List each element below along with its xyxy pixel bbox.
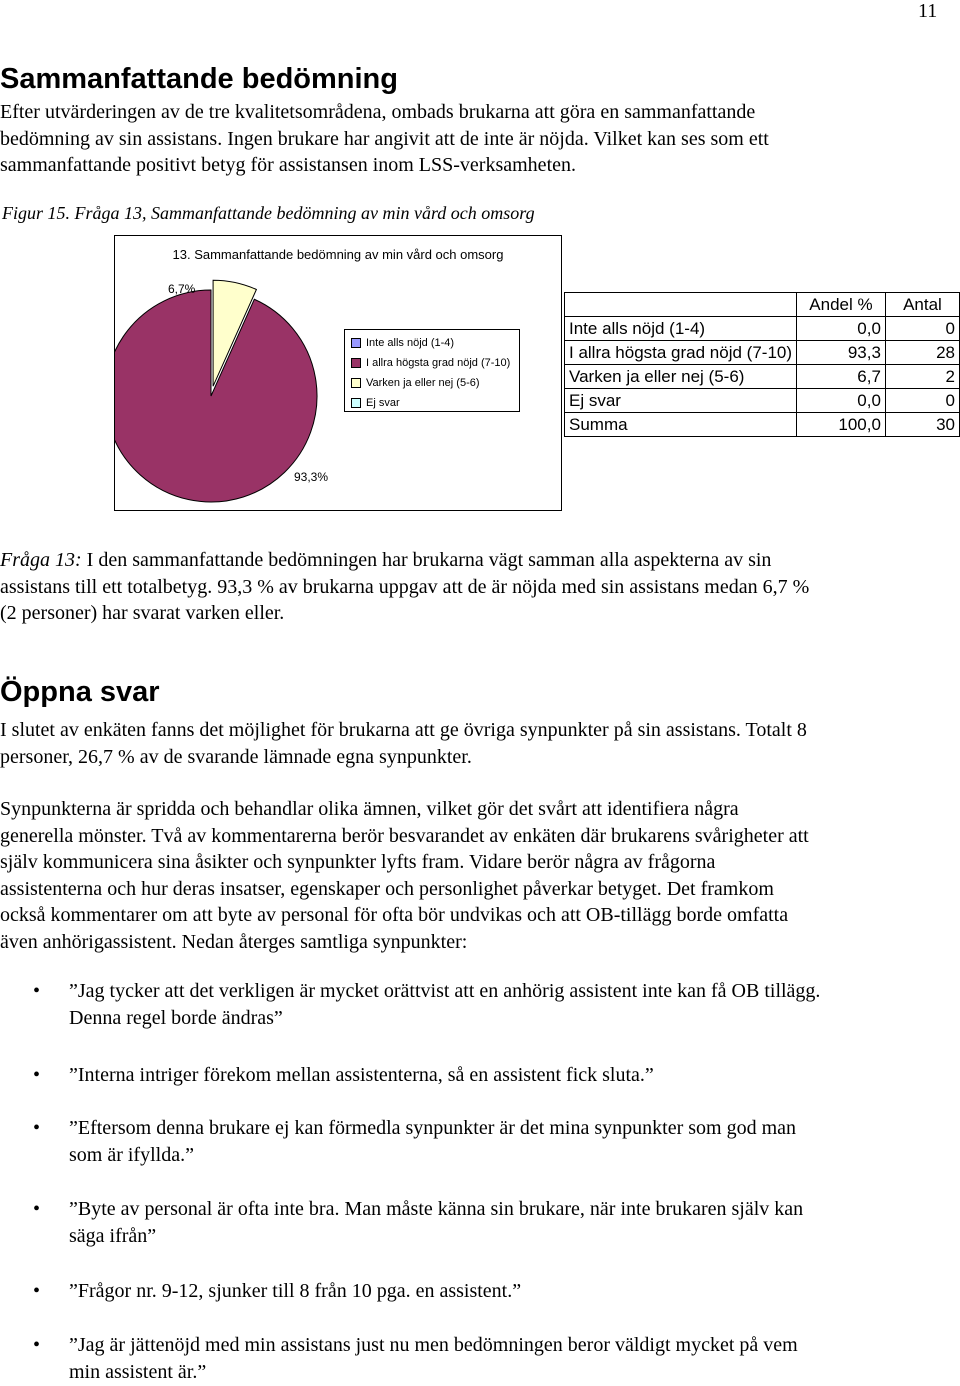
bullet-icon: • (33, 1064, 41, 1086)
bullet-icon: • (33, 1280, 41, 1302)
pie-chart (114, 235, 562, 511)
table-cell: Inte alls nöjd (1-4) (565, 317, 797, 341)
synpunkter-line: själv kommunicera sina åsikter och synpunkter lyfts fram. Vidare berör några av frågorna (0, 851, 716, 873)
figure-caption: Figur 15. Fråga 13, Sammanfattande bedömning av min vård och omsorg (2, 203, 535, 223)
pie-data-label-small: 6,7% (168, 282, 196, 296)
table-row (565, 365, 960, 389)
open-intro-paragraph (0, 717, 958, 770)
table-cell: 0 (885, 317, 959, 341)
legend-label: I allra högsta grad nöjd (7-10) (366, 357, 511, 369)
legend-swatch (351, 378, 361, 388)
table-header: Antal (885, 293, 959, 317)
table-cell: 28 (885, 341, 959, 365)
intro-line: Efter utvärderingen av de tre kvalitetsområdena, ombads brukarna att göra en sammanfattande (0, 101, 756, 123)
legend-swatch (351, 398, 361, 408)
quote-line: ”Interna intriger förekom mellan assistenterna, så en assistent fick sluta.” (69, 1064, 654, 1086)
quote-line: som är ifyllda.” (69, 1144, 194, 1166)
list-item-text (69, 1278, 949, 1305)
legend-swatch (351, 338, 361, 348)
page-number: 11 (918, 0, 938, 22)
table-header-row (565, 293, 960, 317)
quote-line: Denna regel borde ändras” (69, 1007, 283, 1029)
synpunkter-line: också kommentarer om att byte av personal för ofta bör undvikas och att OB-tillägg borde omfatta (0, 904, 789, 926)
intro-line: sammanfattande positivt betyg för assistansen inom LSS-verksamheten. (0, 154, 576, 176)
table-row (565, 389, 960, 413)
table-cell: I allra högsta grad nöjd (7-10) (565, 341, 797, 365)
legend-label: Varken ja eller nej (5-6) (366, 377, 480, 389)
open-intro-line: personer, 26,7 % av de svarande lämnade egna synpunkter. (0, 745, 472, 768)
bullet-icon: • (33, 1117, 41, 1139)
synpunkter-paragraph (0, 796, 958, 955)
legend-item (351, 336, 454, 350)
quote-line: ”Eftersom denna brukare ej kan förmedla synpunkter är det mina synpunkter som god man (69, 1117, 797, 1139)
chart-title: 13. Sammanfattande bedömning av min vård och omsorg (172, 247, 504, 262)
fraga13-line: assistans till ett totalbetyg. 93,3 % av brukarna uppgav att de är nöjda med sin assistans medan 6,7 % (0, 575, 810, 598)
pie-data-label-large: 93,3% (294, 470, 329, 484)
heading-oppna-svar: Öppna svar (0, 676, 160, 708)
table-row (565, 413, 960, 437)
list-item-text (69, 1196, 949, 1250)
quote-line: ”Byte av personal är ofta inte bra. Man måste känna sin brukare, när inte brukaren själv kan (69, 1198, 804, 1220)
bullet-icon: • (33, 1334, 41, 1356)
table-cell: 6,7 (797, 365, 886, 389)
fraga13-line: (2 personer) har svarat varken eller. (0, 602, 285, 624)
table-cell: 0,0 (797, 389, 886, 413)
legend-item (351, 376, 480, 390)
synpunkter-line: Synpunkterna är spridda och behandlar olika ämnen, vilket gör det svårt att identifiera några (0, 798, 739, 820)
bullet-icon: • (33, 980, 41, 1002)
quote-line: ”Jag är jättenöjd med min assistans just nu men bedömningen beror väldigt mycket på vem (69, 1334, 798, 1356)
legend-swatch (351, 358, 361, 368)
table-cell: Varken ja eller nej (5-6) (565, 365, 797, 389)
heading-sammanfattande: Sammanfattande bedömning (0, 63, 398, 95)
open-intro-line: I slutet av enkäten fanns det möjlighet för brukarna att ge övriga synpunkter på sin assistans. Totalt 8 (0, 719, 807, 741)
table-cell: 0 (885, 389, 959, 413)
table-cell: 30 (885, 413, 959, 437)
legend-item (351, 396, 400, 410)
table-header: Andel % (797, 293, 886, 317)
table-cell: 93,3 (797, 341, 886, 365)
synpunkter-line: generella mönster. Två av kommentarerna berör besvarandet av enkäten där brukarens svårigheter att (0, 824, 809, 847)
list-item-text (69, 1332, 949, 1386)
list-item-text (69, 1062, 949, 1089)
list-item-text (69, 1115, 949, 1169)
table-cell: 2 (885, 365, 959, 389)
fraga13-label: Fråga 13: (0, 549, 82, 571)
fraga13-text: I den sammanfattande bedömningen har brukarna vägt samman alla aspekterna av sin (81, 549, 772, 571)
intro-line: bedömning av sin assistans. Ingen brukare har angivit att de inte är nöjda. Vilket kan ses som ett (0, 127, 769, 150)
intro-paragraph (0, 99, 958, 179)
fraga13-line (0, 547, 958, 574)
quote-line: ”Jag tycker att det verkligen är mycket orättvist att en anhörig assistent inte kan få OB tillägg. (69, 980, 821, 1002)
table-cell: 0,0 (797, 317, 886, 341)
chart-legend (344, 329, 520, 412)
results-table (564, 292, 960, 437)
synpunkter-line: även anhörigassistent. Nedan återges samtliga synpunkter: (0, 930, 468, 953)
list-item-text (69, 978, 949, 1032)
synpunkter-line: assistenterna och hur deras insatser, egenskaper och personlighet påverkar betyget. Det framkom (0, 877, 774, 900)
legend-label: Inte alls nöjd (1-4) (366, 337, 455, 349)
quote-line: säga ifrån” (69, 1225, 157, 1247)
quote-line: min assistent är.” (69, 1361, 207, 1383)
table-row (565, 317, 960, 341)
table-row (565, 341, 960, 365)
table-cell: Ej svar (565, 389, 797, 413)
table-cell: 100,0 (797, 413, 886, 437)
fraga13-paragraph (0, 547, 958, 627)
table-cell: Summa (565, 413, 797, 437)
bullet-icon: • (33, 1198, 41, 1220)
legend-label: Ej svar (366, 397, 400, 409)
legend-item (351, 356, 510, 370)
table-header (565, 293, 797, 317)
quote-line: ”Frågor nr. 9-12, sjunker till 8 från 10 pga. en assistent.” (69, 1280, 522, 1302)
